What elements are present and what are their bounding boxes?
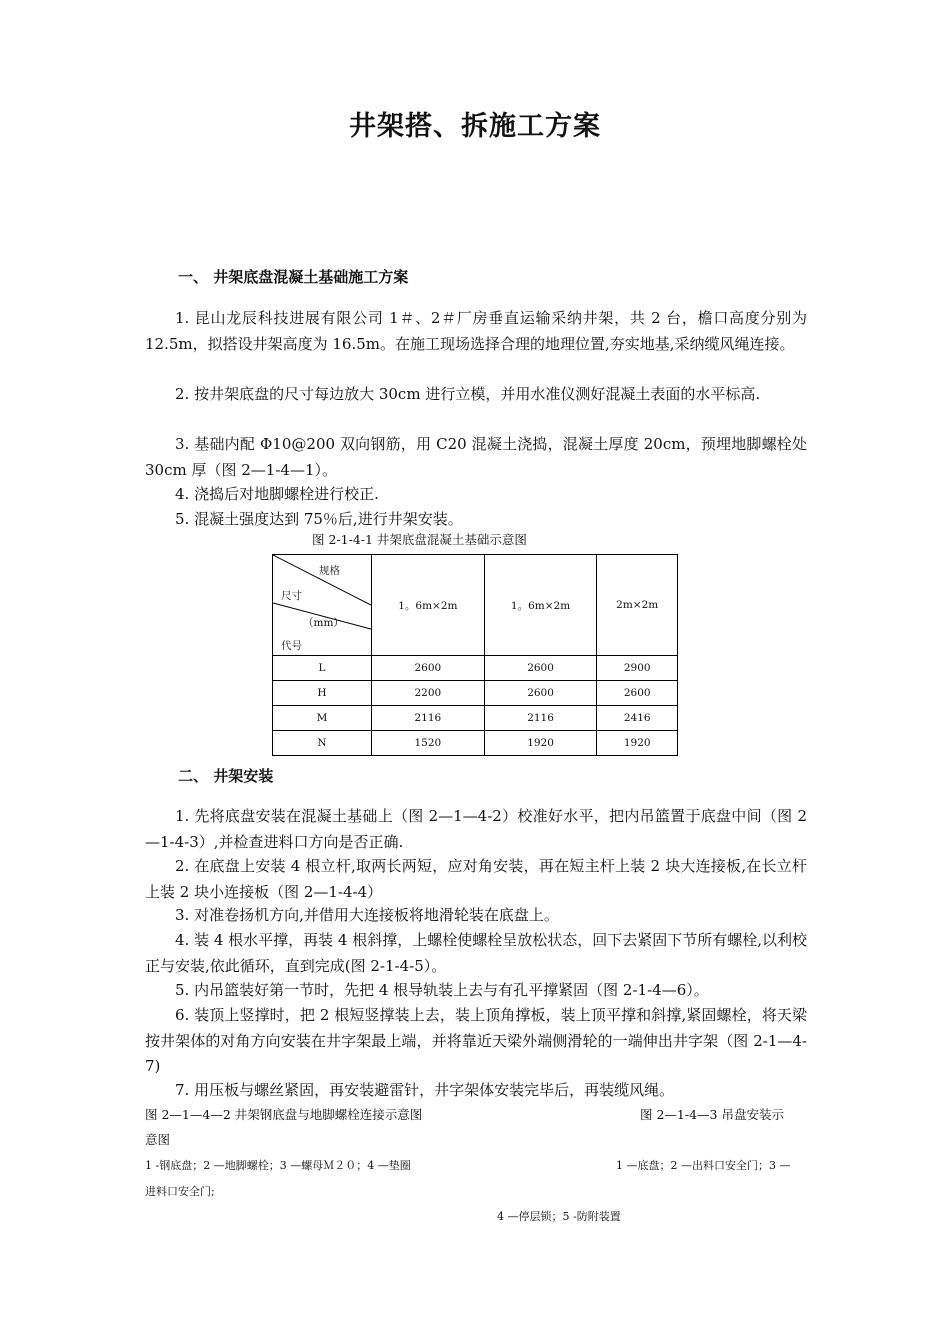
figure-3-legend-cont: 进料口安全门; bbox=[145, 1185, 215, 1198]
table-cell: 1920 bbox=[597, 731, 678, 756]
s1-paragraph-3: 3. 基础内配 Φ10@200 双向钢筋，用 C20 混凝土浇捣，混凝土厚度 20cm，预埋地脚螺栓处 30cm 厚（图 2—1-4—1）。 bbox=[145, 435, 807, 479]
table-cell: 2116 bbox=[484, 706, 597, 731]
s2-paragraph-5: 5. 内吊篮装好第一节时，先把 4 根导轨装上去与有孔平撑紧固（图 2-1-4—6）。 bbox=[175, 981, 709, 999]
section2-heading: 二、 井架安装 bbox=[178, 767, 274, 785]
table-cell: 2600 bbox=[484, 681, 597, 706]
header-spec-label: 规格 bbox=[319, 565, 340, 577]
table-cell: 2416 bbox=[597, 706, 678, 731]
column-header: 2m×2m bbox=[597, 555, 678, 656]
table-cell: 2116 bbox=[372, 706, 485, 731]
s2-paragraph-4: 4. 装 4 根水平撑，再装 4 根斜撑，上螺栓使螺栓呈放松状态，回下去紧固下节所有螺栓,以利校正与安装,依此循环，直到完成(图 2-1-4-5）。 bbox=[145, 931, 808, 975]
table-cell: 1520 bbox=[372, 731, 485, 756]
header-unit-label: （mm） bbox=[303, 617, 344, 629]
row-code: L bbox=[273, 656, 372, 681]
figure-caption-2-1-4-2: 图 2—1—4—2 井架钢底盘与地脚螺栓连接示意图 bbox=[145, 1107, 423, 1122]
row-code: M bbox=[273, 706, 372, 731]
table-cell: 2600 bbox=[372, 656, 485, 681]
s2-paragraph-1: 1. 先将底盘安装在混凝土基础上（图 2—1—4-2）校准好水平，把内吊篮置于底盘中间（图 2—1-4-3）,并检查进料口方向是否正确. bbox=[145, 807, 807, 851]
figure-3-legend-line2: 4 —停层锁；5 -防附装置 bbox=[497, 1210, 621, 1223]
figure-caption-2-1-4-3: 图 2—1-4—3 吊盘安装示 bbox=[640, 1107, 784, 1122]
s2-paragraph-3: 3. 对准卷扬机方向,并借用大连接板将地滑轮装在底盘上。 bbox=[175, 906, 559, 924]
table-diagonal-header bbox=[273, 555, 372, 656]
s1-paragraph-2: 2. 按井架底盘的尺寸每边放大 30cm 进行立模，并用水准仪测好混凝土表面的水平标高. bbox=[175, 385, 761, 403]
table-cell: 2600 bbox=[484, 656, 597, 681]
column-header: 1。6m×2m bbox=[484, 555, 597, 656]
header-code-label: 代号 bbox=[281, 640, 302, 652]
figure-3-legend: 1 —底盘；2 —出料口安全门；3 — bbox=[616, 1159, 791, 1172]
table-cell: 1920 bbox=[484, 731, 597, 756]
table-cell: 2600 bbox=[597, 681, 678, 706]
page-title: 井架搭、拆施工方案 bbox=[349, 111, 601, 142]
table-cell: 2900 bbox=[597, 656, 678, 681]
column-header: 1。6m×2m bbox=[372, 555, 485, 656]
s1-paragraph-5: 5. 混凝土强度达到 75％后,进行井架安装。 bbox=[175, 510, 463, 528]
table-row bbox=[273, 706, 678, 731]
s1-paragraph-4: 4. 浇捣后对地脚螺栓进行校正. bbox=[175, 485, 379, 503]
s2-paragraph-2: 2. 在底盘上安装 4 根立杆,取两长两短，应对角安装，再在短主杆上装 2 块大连接板,在长立杆上装 2 块小连接板（图 2—1-4-4） bbox=[145, 857, 807, 901]
table-row bbox=[273, 656, 678, 681]
figure-caption-2-1-4-1: 图 2-1-4-1 井架底盘混凝土基础示意图 bbox=[312, 532, 527, 547]
row-code: H bbox=[273, 681, 372, 706]
figure-caption-2-1-4-3-cont: 意图 bbox=[145, 1132, 171, 1147]
s2-paragraph-7: 7. 用压板与螺丝紧固，再安装避雷针，井字架体安装完毕后，再装缆风绳。 bbox=[175, 1081, 675, 1099]
header-size-label: 尺寸 bbox=[281, 590, 302, 602]
table-cell: 2200 bbox=[372, 681, 485, 706]
table-row bbox=[273, 731, 678, 756]
s1-paragraph-1: 1. 昆山龙辰科技进展有限公司 1＃、2＃厂房垂直运输采纳井架，共 2 台，檐口高度分别为 12.5m，拟搭设井架高度为 16.5m。在施工现场选择合理的地理位置,夯实地基,采纳缆风绳连接。 bbox=[145, 309, 807, 353]
figure-2-legend: 1 -钢底盘；2 —地脚螺栓；3 —螺母Ｍ２０；4 —垫圈 bbox=[145, 1159, 411, 1172]
spec-table bbox=[272, 554, 678, 756]
section1-heading: 一、 井架底盘混凝土基础施工方案 bbox=[178, 268, 409, 286]
table-row bbox=[273, 681, 678, 706]
s2-paragraph-6: 6. 装顶上竖撑时，把 2 根短竖撑装上去，装上顶角撑板，装上顶平撑和斜撑,紧固螺栓，将天梁按井架体的对角方向安装在井字架最上端，并将靠近天梁外端侧滑轮的一端伸出井字架（图 2-1—4-7) bbox=[145, 1006, 807, 1075]
row-code: N bbox=[273, 731, 372, 756]
